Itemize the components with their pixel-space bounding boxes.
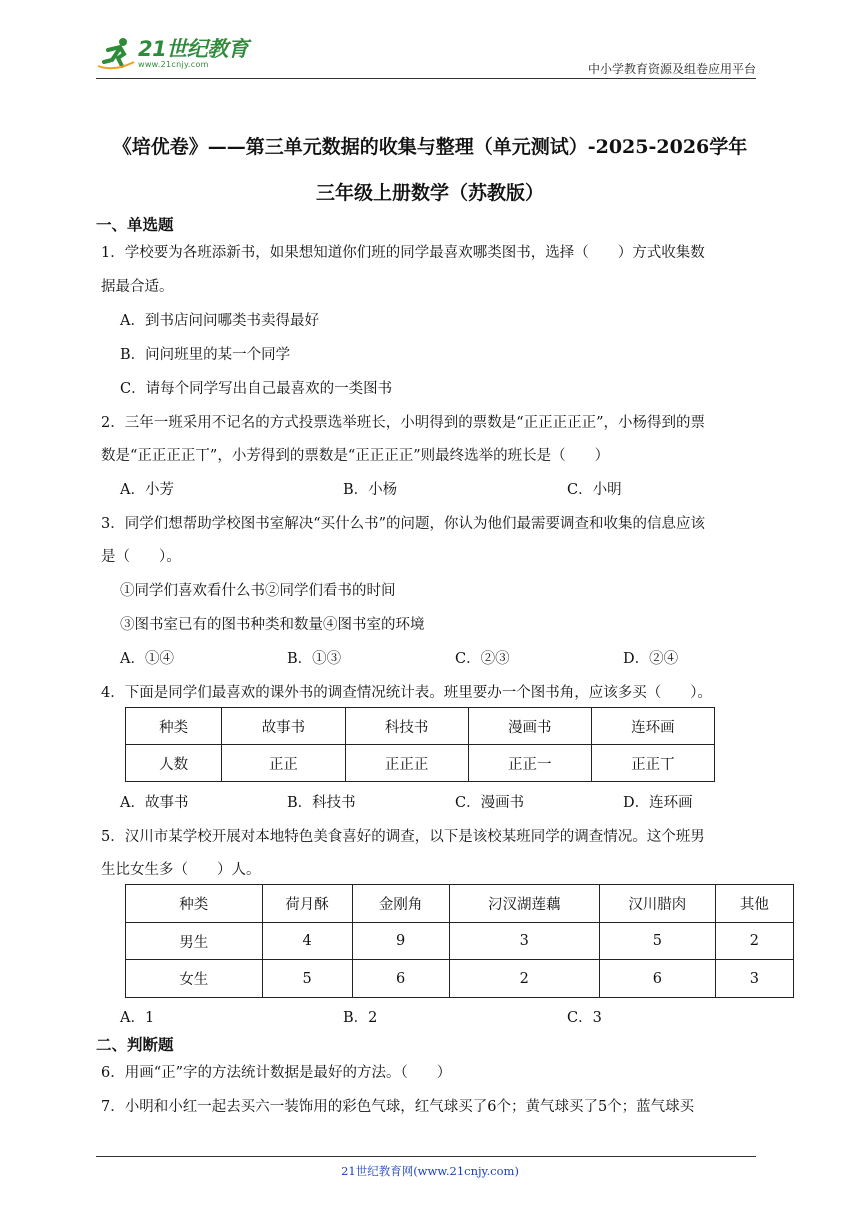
table-header-row: [126, 708, 715, 745]
table-cell: 2: [449, 960, 599, 998]
table-cell: 漫画书: [468, 708, 591, 745]
table-cell: 4: [262, 923, 352, 960]
table-cell: 3: [715, 960, 793, 998]
q4-option-a[interactable]: A．故事书: [120, 795, 189, 811]
q4-tally-table: [125, 707, 715, 782]
q2-stem-line1: 2．三年一班采用不记名的方式投票选举班长，小明得到的票数是“正正正正正”，小杨得到的票: [101, 415, 706, 431]
table-cell: 其他: [715, 885, 793, 923]
q1-stem-line1: 1．学校要为各班添新书，如果想知道你们班的同学最喜欢哪类图书，选择（ ）方式收集数: [101, 245, 705, 261]
table-cell: 5: [599, 923, 715, 960]
table-cell: 正正正: [345, 745, 468, 782]
q3-items-line1: ①同学们喜欢看什么书②同学们看书的时间: [120, 583, 396, 599]
q4-option-d[interactable]: D．连环画: [623, 795, 693, 811]
q5-stem-line2: 生比女生多（ ）人。: [101, 862, 261, 878]
q5-option-c[interactable]: C．3: [567, 1010, 602, 1026]
table-cell: 科技书: [345, 708, 468, 745]
table-row: [126, 960, 794, 998]
q3-items-line2: ③图书室已有的图书种类和数量④图书室的环境: [120, 617, 425, 633]
table-cell: 正正一: [468, 745, 591, 782]
table-cell: 荷月酥: [262, 885, 352, 923]
page-header: [96, 32, 756, 79]
q2-option-b[interactable]: B．小杨: [343, 482, 398, 498]
q2-option-a[interactable]: A．小芳: [120, 482, 174, 498]
q2-stem-line2: 数是“正正正正丅”，小芳得到的票数是“正正正正”则最终选举的班长是（ ）: [101, 448, 610, 464]
q5-survey-table: [125, 884, 794, 998]
table-cell: 3: [449, 923, 599, 960]
table-cell: 6: [352, 960, 449, 998]
table-cell: 金刚角: [352, 885, 449, 923]
table-cell: 9: [352, 923, 449, 960]
q1-stem-line2: 据最合适。: [101, 279, 174, 295]
page-title-line2: 三年级上册数学（苏教版）: [315, 182, 544, 204]
table-cell: 种类: [126, 708, 222, 745]
table-cell: 汈汊湖莲藕: [449, 885, 599, 923]
table-cell: 种类: [126, 885, 263, 923]
q6-stem-line1: 6．用画“正”字的方法统计数据是最好的方法。（ ）: [101, 1065, 452, 1081]
table-row: [126, 923, 794, 960]
table-cell: 男生: [126, 923, 263, 960]
q2-option-c[interactable]: C．小明: [567, 482, 622, 498]
table-row: [126, 745, 715, 782]
q1-option-a[interactable]: A．到书店问问哪类书卖得最好: [120, 313, 319, 329]
logo-url: www.21cnjy.com: [138, 60, 209, 69]
q3-option-a[interactable]: A．①④: [120, 651, 174, 667]
table-cell: 人数: [126, 745, 222, 782]
site-logo[interactable]: [96, 34, 248, 74]
section-heading-single-choice: 一、单选题: [96, 215, 174, 234]
q5-stem-line1: 5．汉川市某学校开展对本地特色美食喜好的调查，以下是该校某班同学的调查情况。这个班男: [101, 829, 705, 845]
footer-link[interactable]: 21世纪教育网(www.21cnjy.com): [341, 1164, 519, 1178]
q5-option-b[interactable]: B．2: [343, 1010, 378, 1026]
q4-option-b[interactable]: B．科技书: [287, 795, 356, 811]
page-title-line1: 《培优卷》——第三单元数据的收集与整理（单元测试）-2025-2026学年: [112, 136, 748, 158]
footer-divider: [96, 1156, 756, 1157]
q3-option-b[interactable]: B．①③: [287, 651, 342, 667]
table-cell: 连环画: [591, 708, 714, 745]
q4-stem-line1: 4．下面是同学们最喜欢的课外书的调查情况统计表。班里要办一个图书角，应该多买（ ）。: [101, 685, 712, 701]
q3-option-c[interactable]: C．②③: [455, 651, 510, 667]
platform-name: 中小学教育资源及组卷应用平台: [587, 62, 756, 76]
runner-logo-icon: [96, 36, 136, 72]
logo-title: 21世纪教育: [138, 37, 249, 61]
q1-option-b[interactable]: B．问问班里的某一个同学: [120, 347, 291, 363]
q4-option-c[interactable]: C．漫画书: [455, 795, 525, 811]
table-cell: 正正: [222, 745, 345, 782]
section-heading-true-false: 二、判断题: [96, 1035, 174, 1054]
table-cell: 2: [715, 923, 793, 960]
q3-stem-line2: 是（ ）。: [101, 549, 181, 565]
table-cell: 故事书: [222, 708, 345, 745]
table-cell: 女生: [126, 960, 263, 998]
table-cell: 6: [599, 960, 715, 998]
table-cell: 正正丅: [591, 745, 714, 782]
q1-option-c[interactable]: C．请每个同学写出自己最喜欢的一类图书: [120, 381, 393, 397]
q7-stem-line1: 7．小明和小红一起去买六一装饰用的彩色气球，红气球买了6个；黄气球买了5个；蓝气球买: [101, 1099, 695, 1115]
q3-stem-line1: 3．同学们想帮助学校图书室解决“买什么书”的问题，你认为他们最需要调查和收集的信息应该: [101, 516, 706, 532]
table-header-row: [126, 885, 794, 923]
q3-option-d[interactable]: D．②④: [623, 651, 679, 667]
table-cell: 汉川腊肉: [599, 885, 715, 923]
table-cell: 5: [262, 960, 352, 998]
q5-option-a[interactable]: A．1: [120, 1010, 155, 1026]
